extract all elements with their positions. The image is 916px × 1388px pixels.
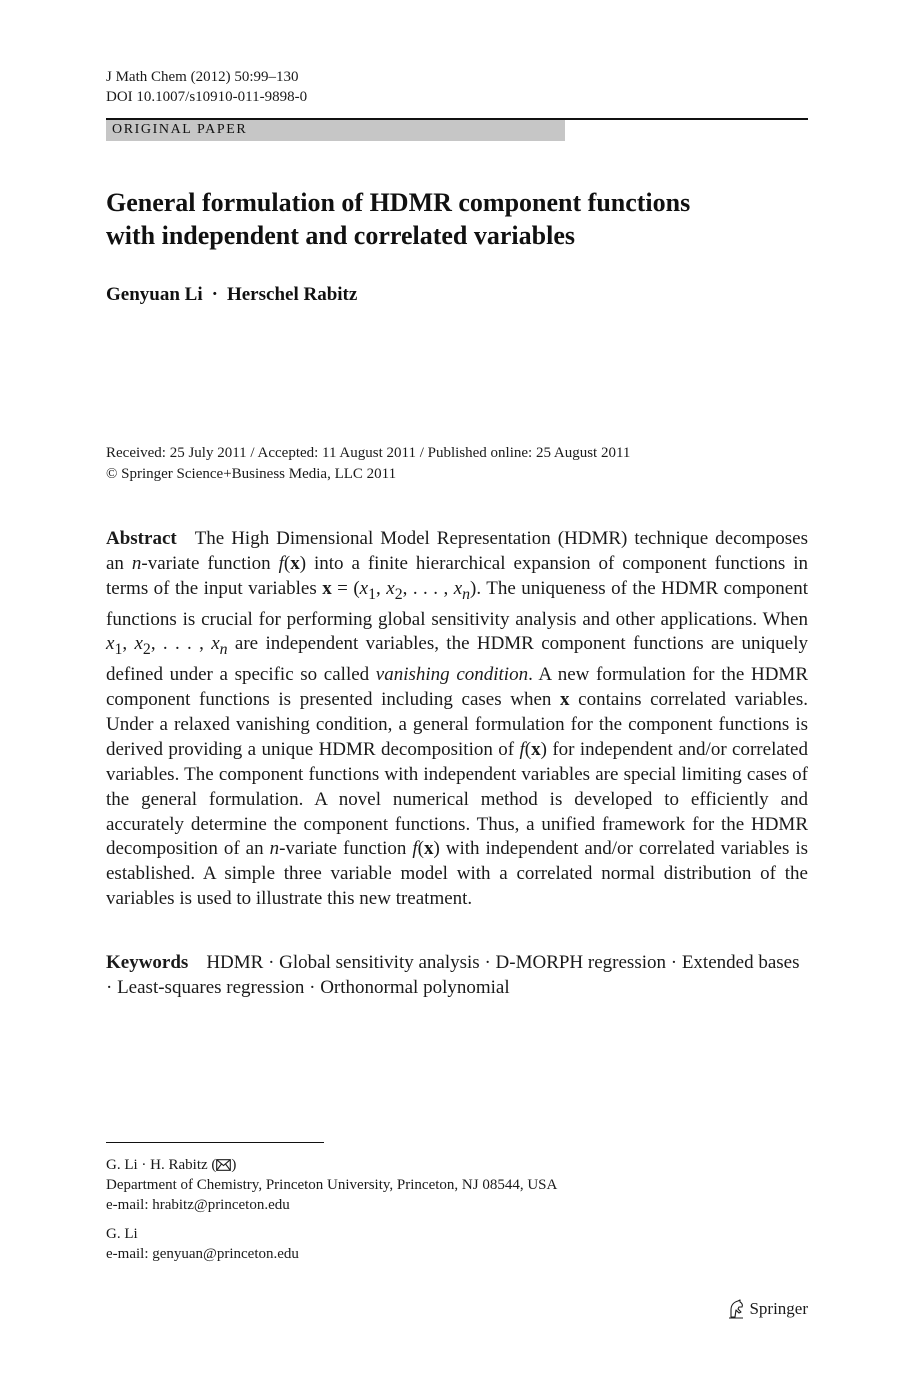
footnote-affiliation: [106, 1155, 557, 1215]
springer-horse-icon: [727, 1299, 745, 1319]
journal-doi: DOI 10.1007/s10910-011-9898-0: [106, 89, 308, 105]
math-var: x: [211, 633, 220, 655]
abstract-text: (: [283, 552, 291, 574]
author-separator: ·: [211, 284, 218, 305]
math-var: f: [278, 552, 284, 574]
abstract-text: , . . . ,: [402, 577, 454, 599]
abstract-text: -variate function: [279, 838, 413, 860]
math-subscript: 2: [142, 641, 151, 659]
math-var: x: [359, 577, 369, 599]
paper-page: [106, 0, 808, 1388]
footnote-department: Department of Chemistry, Princeton University, Princeton, NJ 08544, USA: [106, 1177, 558, 1193]
abstract-text: ) with independent and/or correlated variables is established. A simple three variable model with a correlated normal distribution of the variables is used to illustrate this new treatment.: [106, 838, 808, 910]
publication-dates: [106, 443, 630, 485]
author-name: Herschel Rabitz: [226, 284, 358, 305]
math-vector: x: [531, 738, 541, 760]
journal-citation: J Math Chem (2012) 50:99–130: [106, 69, 299, 85]
footnote-email: e-mail: genyuan@princeton.edu: [106, 1246, 299, 1262]
keywords-text: HDMR · Global sensitivity analysis · D-MORPH regression · Extended bases · Least-squares regression · Orthonormal polynomial: [106, 952, 800, 998]
math-subscript: 1: [114, 641, 123, 659]
math-var: n: [131, 552, 142, 574]
math-subscript: n: [462, 585, 471, 603]
math-var: n: [269, 838, 280, 860]
abstract-text: = (: [331, 577, 360, 599]
math-var: x: [453, 577, 463, 599]
math-var: f: [519, 738, 525, 760]
abstract: [106, 527, 808, 912]
abstract-text: are independent variables, the HDMR component functions are uniquely defined under a specific so called: [106, 633, 809, 686]
author-name: Genyuan Li: [106, 284, 203, 305]
abstract-text: ,: [122, 633, 135, 655]
publisher-logo: [727, 1299, 808, 1319]
abstract-text: ) for independent and/or correlated variables. The component functions with independent variables are special limiting cases of the general formulation. A novel numerical method is developed to efficiently and accurately determine the component functions. Thus, a unified framework for the HDMR decomposition of an: [106, 738, 808, 860]
paper-title-line1: General formulation of HDMR component functions: [106, 188, 691, 217]
math-vector: x: [290, 552, 300, 574]
publisher-name: Springer: [749, 1299, 808, 1318]
keywords: [106, 950, 808, 1000]
abstract-text: ) into a finite hierarchical expansion of component functions in terms of the input variables: [106, 552, 808, 599]
math-vector: x: [560, 689, 570, 711]
abstract-text: contains correlated variables. Under a relaxed vanishing condition, a general formulation for the component functions is derived providing a unique HDMR decomposition of: [106, 689, 809, 760]
math-var: f: [412, 838, 418, 860]
math-var: x: [134, 633, 143, 655]
abstract-text: -variate function: [141, 552, 279, 574]
math-subscript: n: [219, 641, 228, 659]
footnote-rule: [106, 1142, 324, 1143]
article-type-band: [106, 120, 565, 141]
footnote-authors: [106, 1155, 557, 1175]
math-var: x: [386, 577, 395, 599]
abstract-text: (: [417, 838, 424, 860]
publication-history: Received: 25 July 2011 / Accepted: 11 August 2011 / Published online: 25 August 2011: [106, 445, 631, 461]
paper-title-line2: with independent and correlated variables: [106, 221, 575, 250]
math-var: x: [106, 633, 115, 655]
footnote-names-close: ): [231, 1157, 237, 1173]
abstract-text: The High Dimensional Model Representation (HDMR) technique decomposes an: [106, 528, 808, 574]
envelope-icon: [216, 1159, 231, 1171]
abstract-text: , . . . ,: [150, 633, 212, 655]
math-vector: x: [423, 838, 434, 860]
copyright-line: © Springer Science+Business Media, LLC 2011: [106, 466, 397, 482]
math-subscript: 1: [368, 585, 377, 603]
footnote-email: e-mail: hrabitz@princeton.edu: [106, 1197, 290, 1213]
abstract-label: Abstract: [106, 528, 177, 549]
author-list: [106, 284, 357, 306]
abstract-text: ,: [376, 577, 387, 599]
footnote-second-author: [106, 1224, 299, 1264]
paper-title: [106, 186, 808, 252]
abstract-text: ). The uniqueness of the HDMR component functions is crucial for performing global sensitivity analysis and other applications. When: [106, 577, 809, 630]
footnote-names: G. Li · H. Rabitz (: [106, 1157, 217, 1173]
abstract-emphasis: vanishing condition: [375, 664, 529, 686]
abstract-text: (: [524, 738, 532, 760]
footnote-name: G. Li: [106, 1226, 138, 1242]
math-subscript: 2: [394, 585, 403, 603]
abstract-text: . A new formulation for the HDMR component functions is presented including cases when: [106, 664, 809, 711]
keywords-label: Keywords: [106, 952, 189, 973]
math-vector: x: [322, 577, 332, 599]
article-type-label: ORIGINAL PAPER: [112, 122, 248, 137]
